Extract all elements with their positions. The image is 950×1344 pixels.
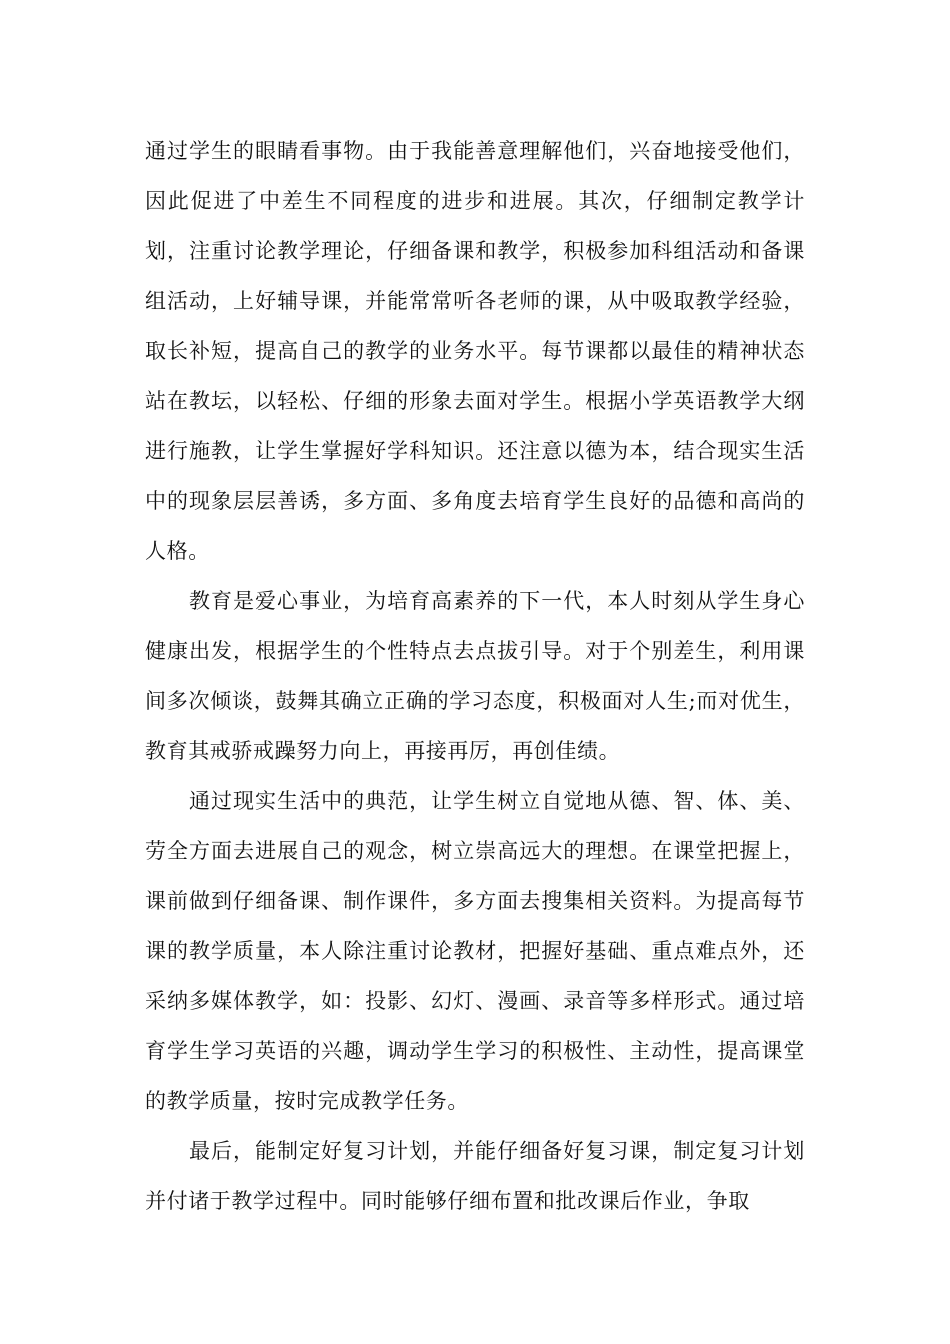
paragraph-1: 通过学生的眼睛看事物。由于我能善意理解他们，兴奋地接受他们，因此促进了中差生不同程度的进步和进展。其次，仔细制定教学计划，注重讨论教学理论，仔细备课和教学，积极参加科组活动和备课组活动，上好辅导课，并能常常听各老师的课，从中吸取教学经验，取长补短，提高自己的教学的业务水平。每节课都以最佳的精神状态站在教坛，以轻松、仔细的形象去面对学生。根据小学英语教学大纲进行施教，让学生掌握好学科知识。还注意以德为本，结合现实生活中的现象层层善诱，多方面、多角度去培育学生良好的品德和高尚的人格。 <box>145 139 805 563</box>
paragraph-2: 教育是爱心事业，为培育高素养的下一代，本人时刻从学生身心健康出发，根据学生的个性特点去点拔引导。对于个别差生，利用课间多次倾谈，鼓舞其确立正确的学习态度，积极面对人生;而对优生，教育其戒骄戒躁努力向上，再接再厉，再创佳绩。 <box>145 589 805 763</box>
document-body <box>145 126 805 1226</box>
paragraph-4: 最后，能制定好复习计划，并能仔细备好复习课，制定复习计划并付诸于教学过程中。同时能够仔细布置和批改课后作业，争取 <box>145 1139 805 1213</box>
paragraph-3: 通过现实生活中的典范，让学生树立自觉地从德、智、体、美、劳全方面去进展自己的观念，树立崇高远大的理想。在课堂把握上，课前做到仔细备课、制作课件，多方面去搜集相关资料。为提高每节课的教学质量，本人除注重讨论教材，把握好基础、重点难点外，还采纳多媒体教学，如：投影、幻灯、漫画、录音等多样形式。通过培育学生学习英语的兴趣，调动学生学习的积极性、主动性，提高课堂的教学质量，按时完成教学任务。 <box>145 789 805 1113</box>
